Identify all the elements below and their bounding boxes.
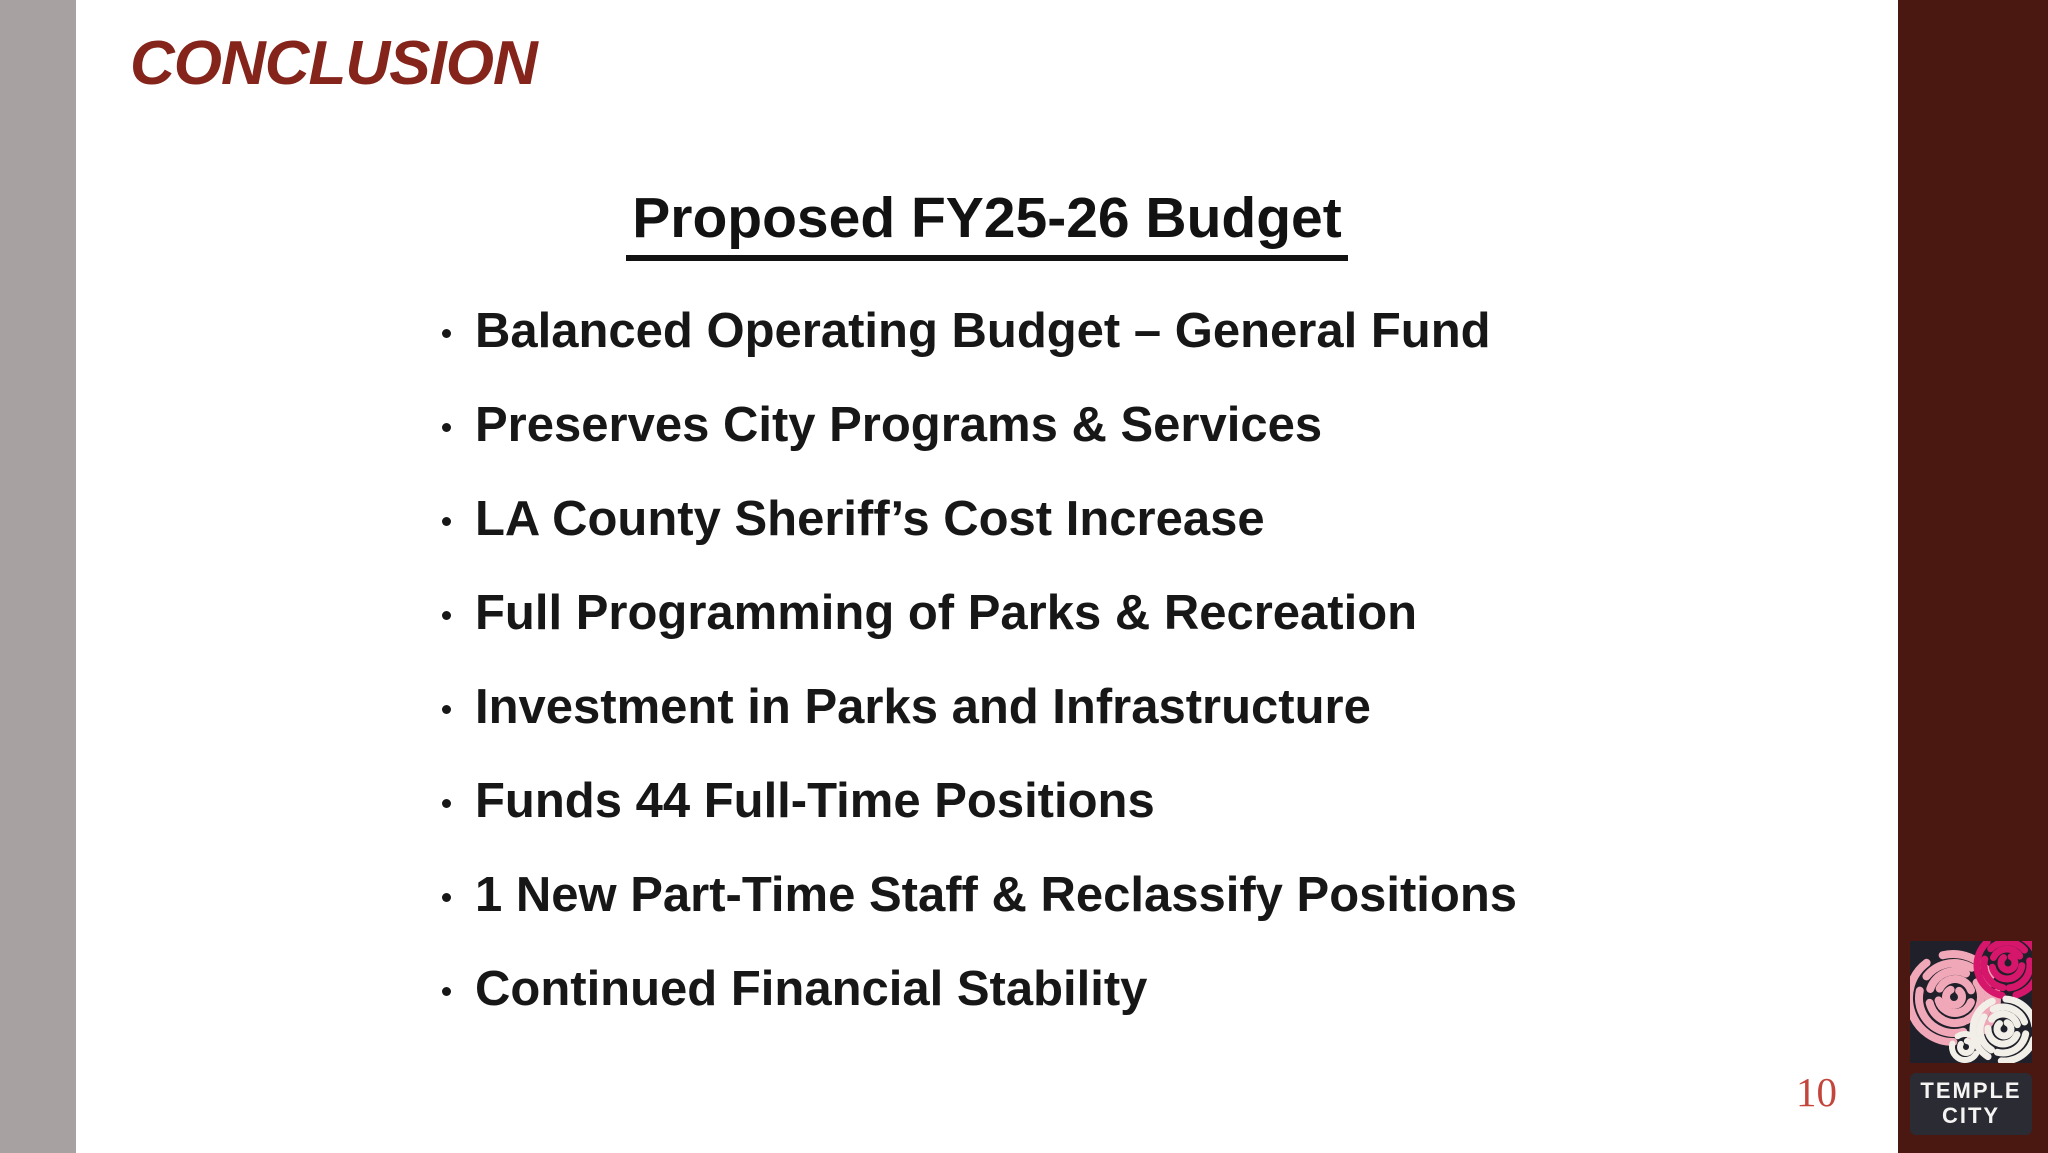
slide-title-container [76, 186, 1898, 261]
bullet-item [440, 848, 1517, 942]
bullet-dot-icon [442, 705, 451, 714]
bullet-item [440, 472, 1517, 566]
bullet-item [440, 754, 1517, 848]
bullet-dot-icon [442, 799, 451, 808]
bullet-dot-icon [442, 329, 451, 338]
bullet-item [440, 942, 1517, 1036]
bullet-text: Full Programming of Parks & Recreation [475, 586, 1418, 640]
bullet-text: Continued Financial Stability [475, 962, 1148, 1016]
logo-text-box [1910, 1073, 2032, 1135]
bullet-dot-icon [442, 517, 451, 526]
bullet-text: Funds 44 Full-Time Positions [475, 774, 1155, 828]
bullet-text: Preserves City Programs & Services [475, 398, 1323, 452]
bullet-text: 1 New Part-Time Staff & Reclassify Positions [475, 868, 1518, 922]
logo-text-line2: CITY [1941, 1103, 2001, 1128]
bullet-item [440, 284, 1517, 378]
rose-collage-icon [1910, 941, 2032, 1063]
page-number: 10 [1796, 1069, 1837, 1115]
right-maroon-bar [1898, 0, 2048, 1153]
bullet-dot-icon [442, 611, 451, 620]
bullet-dot-icon [442, 987, 451, 996]
bullet-list [440, 284, 1517, 1036]
bullet-item [440, 660, 1517, 754]
temple-city-logo [1910, 941, 2032, 1135]
slide-heading: CONCLUSION [130, 29, 537, 98]
bullet-item [440, 378, 1517, 472]
bullet-text: Investment in Parks and Infrastructure [475, 680, 1371, 734]
left-gray-bar [0, 0, 76, 1153]
bullet-dot-icon [442, 893, 451, 902]
bullet-text: Balanced Operating Budget – General Fund [475, 304, 1491, 358]
slide-title: Proposed FY25-26 Budget [626, 186, 1347, 261]
logo-text-line1: TEMPLE [1920, 1078, 2022, 1104]
bullet-text: LA County Sheriff’s Cost Increase [475, 492, 1265, 546]
bullet-item [440, 566, 1517, 660]
bullet-dot-icon [442, 423, 451, 432]
